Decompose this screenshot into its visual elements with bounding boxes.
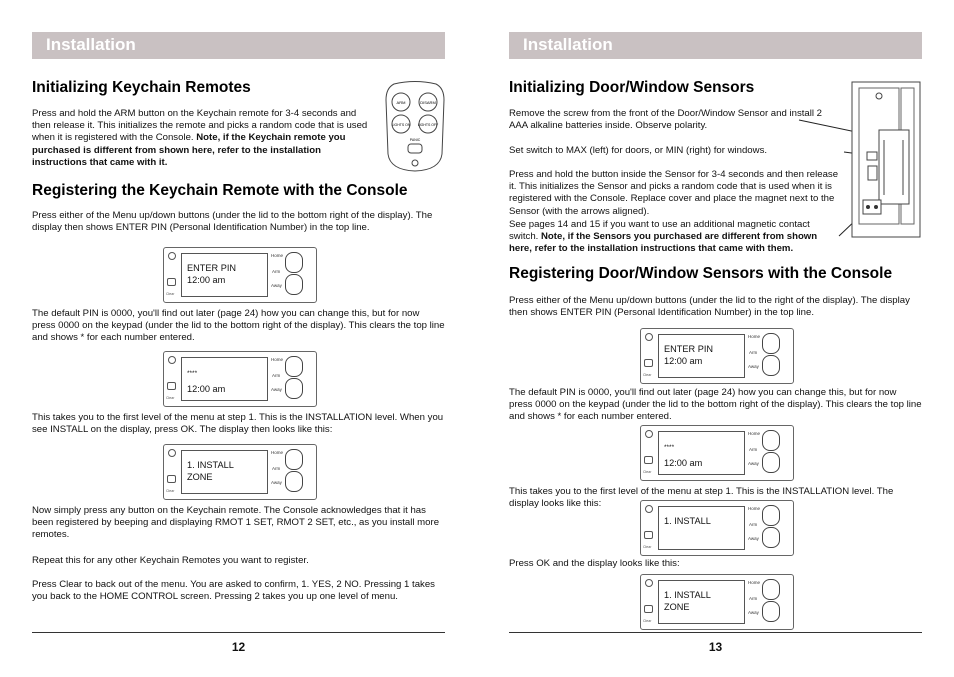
heading-register-keychain: Registering the Keychain Remote with the Console <box>32 182 408 199</box>
page-number: 13 <box>708 640 723 654</box>
para-install-level: This takes you to the first level of the menu at step 1. This is the INSTALLATION level. When you see INSTALL on the display, press OK. The display then looks like this: <box>32 412 444 436</box>
para-press-ok: Press OK and the display looks like this: <box>509 558 680 569</box>
console-display-install-zone: Clear 1. INSTALL ZONE Home Arm Away <box>640 574 794 630</box>
console-display-enter-pin: Clear ENTER PIN 12:00 am Home Arm Away <box>640 328 794 384</box>
right-page <box>509 0 922 677</box>
section-header: Installation <box>509 32 922 59</box>
section-header: Installation <box>32 32 445 59</box>
para-press-sensor-button: Press and hold the button inside the Sensor for 3-4 seconds and then release it. This initializes the Sensor and picks a random code that is used when it is registered with the Console. Replace cover and place the magnet next to the Sensor (with the arrows aligned). <box>509 169 839 217</box>
svg-text:ARM: ARM <box>396 100 406 105</box>
svg-text:PANIC: PANIC <box>409 138 421 142</box>
para-default-pin: The default PIN is 0000, you'll find out later (page 24) how you can change this, but for now press 0000 on the keypad (under the lid to the bottom right of the display). This clears the top line and shows * for each number entered. <box>509 387 922 423</box>
para-press-clear: Press Clear to back out of the menu. You are asked to confirm, 1. YES, 2 NO. Pressing 1 takes you back to the HOME CONTROL screen. Pressing 2 takes you up one level of menu. <box>32 579 435 603</box>
keychain-remote-image <box>384 80 446 172</box>
heading-door-window-sensors: Initializing Door/Window Sensors <box>509 79 755 96</box>
para-see-pages: See pages 14 and 15 if you want to use an additional magnetic contact switch. Note, if the Sensors you purchased are different from shown here, refer to the installation instructions that came with them. <box>509 219 818 255</box>
para-press-keychain-button: Now simply press any button on the Keychain remote. The Console acknowledges that it has been registered by beeping and displaying RMOT 1 SET, RMOT 2 SET, etc., as you install more remotes. <box>32 505 440 541</box>
console-display-enter-pin: Clear ENTER PIN 12:00 am Home Arm Away <box>163 247 317 303</box>
footer-rule <box>32 632 445 633</box>
svg-text:DISARM: DISARM <box>420 100 436 105</box>
heading-keychain-remotes: Initializing Keychain Remotes <box>32 79 251 96</box>
para-install-level: This takes you to the first level of the menu at step 1. This is the INSTALLATION level. The display looks like this: <box>509 486 894 510</box>
para-init-keychain: Press and hold the ARM button on the Keychain remote for 3-4 seconds and then release it. This initializes the remote and picks a random code that is used when it is registered with the Console. Note, if the Keychain remote you purchased is different from shown here, refer to the installation instructions that came with it. <box>32 108 368 168</box>
para-set-switch: Set switch to MAX (left) for doors, or MIN (right) for windows. <box>509 145 768 156</box>
para-register-sensors: Press either of the Menu up/down buttons (under the lid to the right of the display). The display then shows ENTER PIN (Personal Identification Number) in the top line. <box>509 295 910 319</box>
console-display-pin-entered: Clear **** 12:00 am Home Arm Away <box>640 425 794 481</box>
para-register-keychain: Press either of the Menu up/down buttons (under the lid to the bottom right of the display). The display then shows ENTER PIN (Personal Identification Number) in the top line. <box>32 210 433 234</box>
svg-text:LIGHTS ON: LIGHTS ON <box>391 123 411 127</box>
footer-rule <box>509 632 922 633</box>
door-window-sensor-image <box>739 80 923 240</box>
console-display-pin-entered: Clear **** 12:00 am Home Arm Away <box>163 351 317 407</box>
page-number: 12 <box>231 640 246 654</box>
heading-register-sensors: Registering Door/Window Sensors with the Console <box>509 265 893 282</box>
para-default-pin: The default PIN is 0000, you'll find out later (page 24) how you can change this, but for now press 0000 on the keypad (under the lid to the bottom right of the display). This clears the top line and shows * for each number entered. <box>32 308 445 344</box>
console-display-install-zone: Clear 1. INSTALL ZONE Home Arm Away <box>163 444 317 500</box>
left-page <box>32 0 445 677</box>
console-display-install: Clear 1. INSTALL Home Arm Away <box>640 500 794 556</box>
para-remove-screw: Remove the screw from the front of the Door/Window Sensor and install 2 AAA alkaline batteries inside. Observe polarity. <box>509 108 823 132</box>
svg-text:LIGHTS OFF: LIGHTS OFF <box>417 123 439 127</box>
para-repeat: Repeat this for any other Keychain Remotes you want to register. <box>32 555 309 566</box>
